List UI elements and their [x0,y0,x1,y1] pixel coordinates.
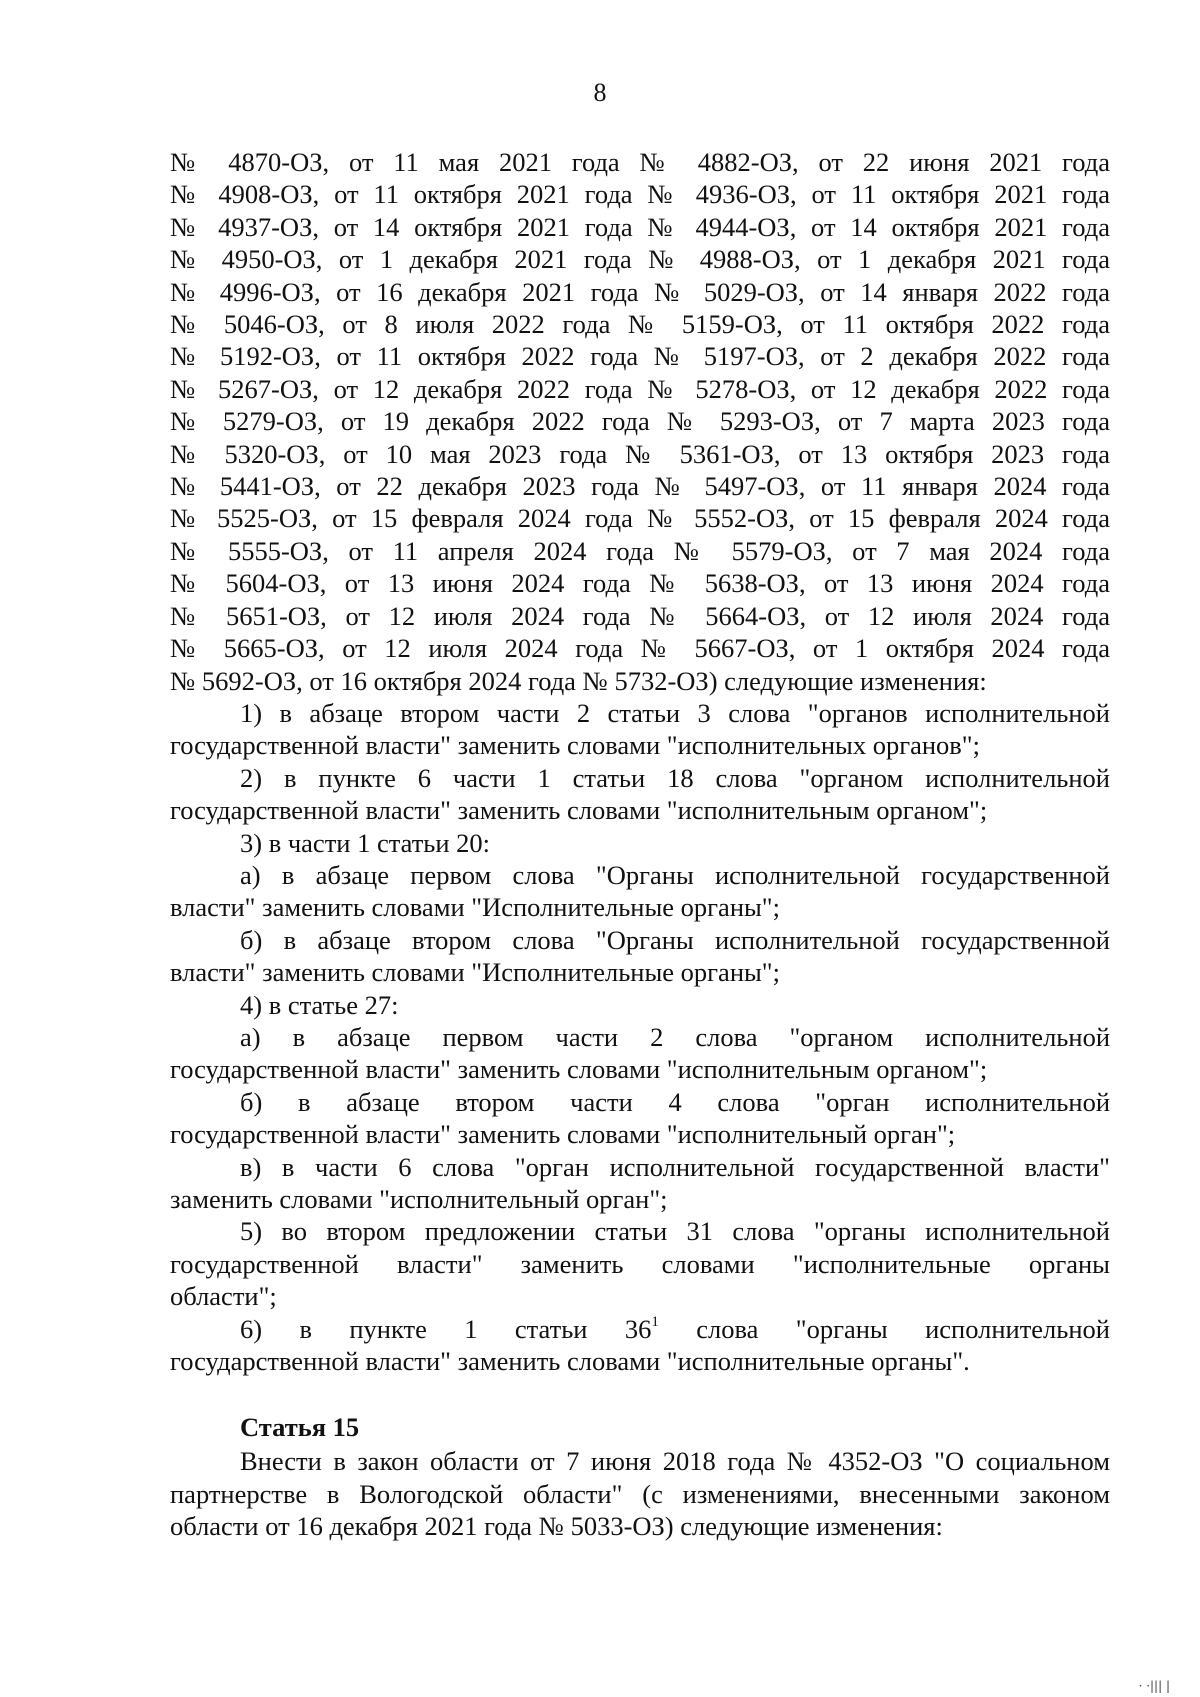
text-line: партнерстве в Вологодской области" (с изменениями, внесенными законом [170,1478,1110,1509]
superscript: 1 [651,1313,659,1330]
article-15 [170,1409,1110,1542]
text-line: б) в абзаце втором слова "Органы исполнительной государственной [240,924,1110,955]
text-line: № 5692-ОЗ, от 16 октября 2024 года № 5732-ОЗ) следующие изменения: [170,665,987,696]
text-line: № 5192-ОЗ, от 11 октября 2022 года № 5197-ОЗ, от 2 декабря 2022 года [170,341,1110,372]
text-line: Внести в закон области от 7 июня 2018 года № 4352-ОЗ "О социальном [240,1446,1110,1477]
text-line: № 5604-ОЗ, от 13 июня 2024 года № 5638-ОЗ, от 13 июня 2024 года [170,568,1110,599]
text-line: 4) в статье 27: [240,989,399,1020]
text-line: области от 16 декабря 2021 года № 5033-ОЗ) следующие изменения: [170,1511,943,1542]
text-line: № 5441-ОЗ, от 22 декабря 2023 года № 5497-ОЗ, от 11 января 2024 года [170,471,1110,502]
text-line: № 5665-ОЗ, от 12 июля 2024 года № 5667-ОЗ, от 1 октября 2024 года [170,633,1110,664]
text-line: области"; [170,1281,277,1312]
text-line: № 5279-ОЗ, от 19 декабря 2022 года № 5293-ОЗ, от 7 марта 2023 года [170,406,1110,437]
amendment-item-1 [170,697,1110,762]
text-line: а) в абзаце первом слова "Органы исполнительной государственной [240,859,1110,890]
text-line: № 5555-ОЗ, от 11 апреля 2024 года № 5579-ОЗ, от 7 мая 2024 года [170,535,1110,566]
text-line: № 4950-ОЗ, от 1 декабря 2021 года № 4988-ОЗ, от 1 декабря 2021 года [170,244,1110,275]
text-line: в) в части 6 слова "орган исполнительной государственной власти" [240,1151,1110,1182]
text-line: 2) в пункте 6 части 1 статьи 18 слова "органом исполнительной [240,762,1110,793]
text-fragment: 6) в пункте 1 статьи 36 [240,1313,652,1344]
text-line: государственной власти" заменить словами "исполнительные органы". [170,1346,970,1377]
text-line: государственной власти" заменить словами "исполнительным органом"; [170,795,988,826]
amendment-item-3 [170,827,1110,859]
amendment-item-4c [170,1151,1110,1216]
amendment-item-4a [170,1021,1110,1086]
amendment-list-references [170,146,1110,697]
text-line: 3) в части 1 статьи 20: [240,827,491,858]
text-line: власти" заменить словами "Исполнительные органы"; [170,892,780,923]
amendment-item-6 [170,1313,1110,1378]
text-line: № 5525-ОЗ, от 15 февраля 2024 года № 5552-ОЗ, от 15 февраля 2024 года [170,503,1110,534]
amendment-item-5 [170,1215,1110,1312]
article-heading: Статья 15 [240,1412,360,1443]
text-line: государственной власти" заменить словами "исполнительный орган"; [170,1119,956,1150]
text-line: власти" заменить словами "Исполнительные органы"; [170,957,780,988]
amendment-item-3b [170,924,1110,989]
text-line [170,1313,1110,1345]
amendment-item-2 [170,762,1110,827]
text-line: № 5651-ОЗ, от 12 июля 2024 года № 5664-ОЗ, от 12 июля 2024 года [170,600,1110,631]
text-line: государственной власти" заменить словами "исполнительные органы [170,1248,1110,1279]
text-line: б) в абзаце втором части 4 слова "орган исполнительной [240,1086,1110,1117]
page-number: 8 [593,78,607,107]
text-line: № 5320-ОЗ, от 10 мая 2023 года № 5361-ОЗ, от 13 октября 2023 года [170,438,1110,469]
amendment-item-3a [170,859,1110,924]
text-line: № 4996-ОЗ, от 16 декабря 2021 года № 5029-ОЗ, от 14 января 2022 года [170,276,1110,307]
scan-edge-marks: · ·||| | [1138,1679,1170,1693]
text-line: № 5046-ОЗ, от 8 июля 2022 года № 5159-ОЗ, от 11 октября 2022 года [170,309,1110,340]
text-line: 1) в абзаце втором части 2 статьи 3 слова "органов исполнительной [240,697,1110,728]
text-line: № 4908-ОЗ, от 11 октября 2021 года № 4936-ОЗ, от 11 октября 2021 года [170,179,1110,210]
text-line: а) в абзаце первом части 2 слова "органом исполнительной [240,1021,1110,1052]
amendment-item-4b [170,1086,1110,1151]
text-fragment: слова "органы исполнительной [658,1313,1110,1344]
text-line: № 4870-ОЗ, от 11 мая 2021 года № 4882-ОЗ, от 22 июня 2021 года [170,147,1110,177]
text-line: государственной власти" заменить словами "исполнительным органом"; [170,1054,988,1085]
text-line: заменить словами "исполнительный орган"; [170,1184,668,1214]
spacer [170,1377,1110,1409]
text-line: № 4937-ОЗ, от 14 октября 2021 года № 4944-ОЗ, от 14 октября 2021 года [170,211,1110,242]
text-line: 5) во втором предложении статьи 31 слова "органы исполнительной [240,1216,1110,1247]
document-body [170,146,1110,1543]
text-line: государственной власти" заменить словами "исполнительных органов"; [170,730,980,761]
amendment-item-4 [170,989,1110,1021]
text-line: № 5267-ОЗ, от 12 декабря 2022 года № 5278-ОЗ, от 12 декабря 2022 года [170,373,1110,404]
